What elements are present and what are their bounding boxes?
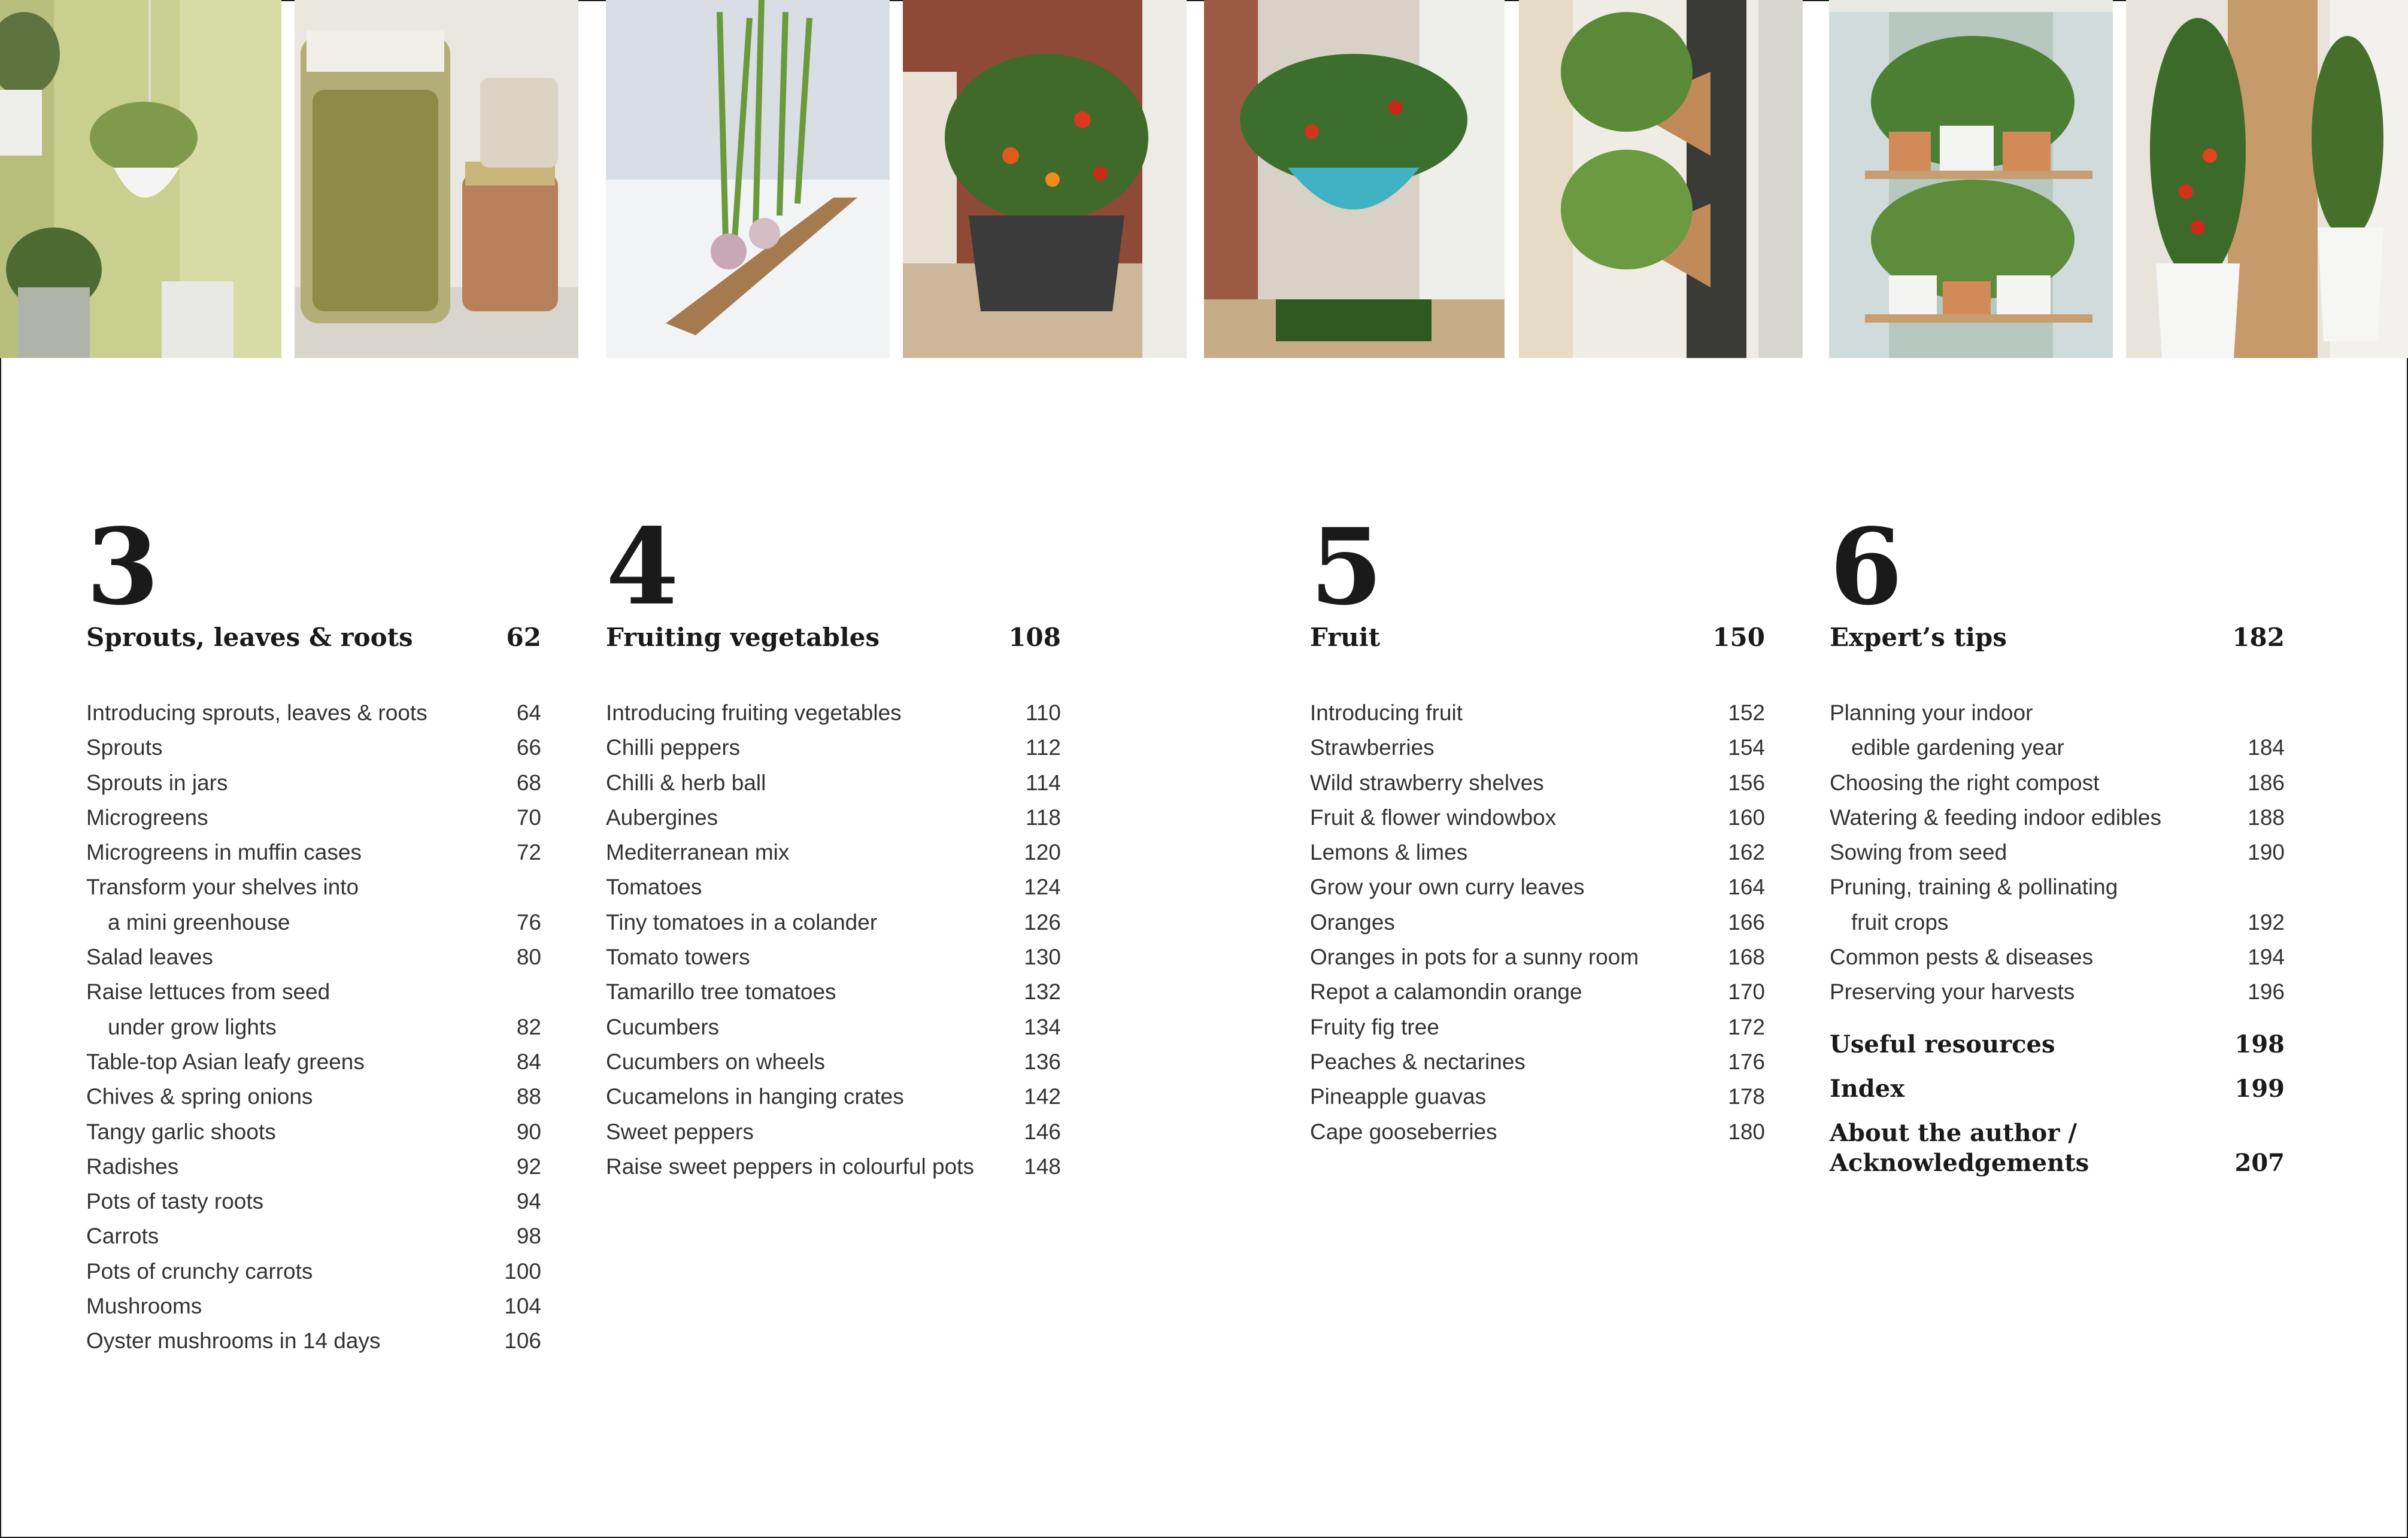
toc-entry[interactable]: Watering & feeding indoor edibles 188 bbox=[1830, 805, 2285, 830]
chapter-title-row[interactable] bbox=[1830, 623, 2285, 652]
toc-entry[interactable]: Oranges in pots for a sunny room 168 bbox=[1310, 945, 1765, 970]
toc-entry[interactable]: Carrots 98 bbox=[86, 1224, 541, 1249]
toc-entry[interactable]: Choosing the right compost 186 bbox=[1830, 770, 2285, 795]
toc-entry[interactable]: Microgreens 70 bbox=[86, 805, 541, 830]
toc-entry[interactable]: Fruity fig tree 172 bbox=[1310, 1014, 1765, 1039]
toc-entry[interactable]: Strawberries 154 bbox=[1310, 735, 1765, 760]
photo-sprout-jars bbox=[295, 0, 578, 358]
chapter-title: Fruit bbox=[1310, 623, 1381, 652]
toc-entry[interactable]: Radishes 92 bbox=[86, 1154, 541, 1179]
toc-entry[interactable]: Tomato towers 130 bbox=[606, 945, 1061, 970]
toc-entry[interactable]: Tamarillo tree tomatoes 132 bbox=[606, 979, 1061, 1005]
toc-entry[interactable]: Table-top Asian leafy greens 84 bbox=[86, 1049, 541, 1074]
chapter-page: 62 bbox=[506, 623, 541, 652]
toc-entry[interactable]: Tiny tomatoes in a colander 126 bbox=[606, 909, 1061, 935]
photo-pepper-pot bbox=[903, 0, 1187, 358]
chapter-page: 182 bbox=[2232, 623, 2285, 652]
toc-entry[interactable]: Mushrooms 104 bbox=[86, 1294, 541, 1319]
toc-entry[interactable]: Pots of tasty roots 94 bbox=[86, 1189, 541, 1214]
chapter-title-row[interactable] bbox=[606, 623, 1061, 652]
photo-wall-planters bbox=[1519, 0, 1803, 358]
toc-entry-continued[interactable]: a mini greenhouse 76 bbox=[108, 909, 541, 935]
toc-entry[interactable]: Tangy garlic shoots 90 bbox=[86, 1119, 541, 1144]
toc-entry[interactable]: Sweet peppers 146 bbox=[606, 1119, 1061, 1144]
toc-entry-about-author[interactable]: About the author / Acknowledgements 207 bbox=[1830, 1119, 2285, 1177]
photo-hanging-herbs bbox=[0, 0, 281, 358]
toc-entry[interactable]: Pineapple guavas 178 bbox=[1310, 1084, 1765, 1109]
chapter-5 bbox=[1310, 506, 1765, 1144]
toc-entry[interactable]: Introducing fruit 152 bbox=[1310, 700, 1765, 725]
photo-strawberry-shelves bbox=[1829, 0, 2113, 358]
chapter-page: 108 bbox=[1008, 623, 1061, 652]
chapter-number: 4 bbox=[606, 506, 679, 629]
toc-entry-index[interactable]: Index 199 bbox=[1830, 1075, 2285, 1103]
toc-entry-useful-resources[interactable]: Useful resources 198 bbox=[1830, 1030, 2285, 1058]
toc-entry-continued[interactable]: fruit crops 192 bbox=[1851, 909, 2285, 935]
chapter-title: Fruiting vegetables bbox=[606, 623, 880, 652]
toc-entry[interactable]: Sowing from seed 190 bbox=[1830, 840, 2285, 865]
toc-entry[interactable]: Sprouts in jars 68 bbox=[86, 770, 541, 795]
toc-entry[interactable]: Peaches & nectarines 176 bbox=[1310, 1049, 1765, 1074]
toc-entry[interactable]: Tomatoes 124 bbox=[606, 875, 1061, 900]
toc-entry[interactable]: Pruning, training & pollinating bbox=[1830, 875, 2118, 900]
toc-entry[interactable]: Preserving your harvests 196 bbox=[1830, 979, 2285, 1005]
toc-entry[interactable]: Sprouts 66 bbox=[86, 735, 541, 760]
toc-entry[interactable]: Fruit & flower windowbox 160 bbox=[1310, 805, 1765, 830]
back-matter bbox=[1830, 1030, 2285, 1178]
toc-entry[interactable]: Cucamelons in hanging crates 142 bbox=[606, 1084, 1061, 1109]
toc-entry[interactable]: Introducing sprouts, leaves & roots 64 bbox=[86, 700, 541, 725]
chapter-4 bbox=[606, 506, 1061, 1179]
toc-entry[interactable]: Oranges 166 bbox=[1310, 909, 1765, 935]
photo-strip bbox=[0, 0, 2408, 358]
chapter-entries bbox=[1830, 696, 2285, 1010]
chapter-title-row[interactable] bbox=[86, 623, 541, 652]
chapter-number: 5 bbox=[1310, 506, 1383, 629]
toc-entry[interactable]: Wild strawberry shelves 156 bbox=[1310, 770, 1765, 795]
chapter-title: Sprouts, leaves & roots bbox=[86, 623, 413, 652]
photo-tomato-towers bbox=[2126, 0, 2408, 358]
toc-entry[interactable]: Planning your indoor bbox=[1830, 700, 2033, 725]
chapter-3 bbox=[86, 506, 541, 1354]
toc-entry[interactable]: Lemons & limes 162 bbox=[1310, 840, 1765, 865]
toc-entry[interactable]: Repot a calamondin orange 170 bbox=[1310, 979, 1765, 1005]
chapter-page: 150 bbox=[1712, 623, 1765, 652]
toc-entry[interactable]: Introducing fruiting vegetables 110 bbox=[606, 700, 1061, 725]
chapter-6 bbox=[1830, 506, 2285, 1177]
toc-entry[interactable]: Grow your own curry leaves 164 bbox=[1310, 875, 1765, 900]
toc-entry[interactable]: Microgreens in muffin cases 72 bbox=[86, 840, 541, 865]
toc-entry[interactable]: Pots of crunchy carrots 100 bbox=[86, 1258, 541, 1284]
toc-entry[interactable]: Cape gooseberries 180 bbox=[1310, 1119, 1765, 1144]
toc-entry[interactable]: Aubergines 118 bbox=[606, 805, 1061, 830]
toc-entry[interactable]: Oyster mushrooms in 14 days 106 bbox=[86, 1328, 541, 1354]
chapter-number: 6 bbox=[1830, 506, 1903, 629]
chapter-entries bbox=[606, 696, 1061, 1184]
chapter-number: 3 bbox=[86, 506, 159, 629]
chapter-entries bbox=[86, 696, 541, 1359]
chapter-title: Expert’s tips bbox=[1830, 623, 2007, 652]
toc-entry[interactable]: Cucumbers on wheels 136 bbox=[606, 1049, 1061, 1074]
toc-entry[interactable]: Chives & spring onions 88 bbox=[86, 1084, 541, 1109]
toc-entry[interactable]: Cucumbers 134 bbox=[606, 1014, 1061, 1039]
photo-spring-onions bbox=[606, 0, 890, 358]
toc-entry[interactable]: Raise lettuces from seed bbox=[86, 979, 330, 1005]
chapter-title-row[interactable] bbox=[1310, 623, 1765, 652]
toc-entry[interactable]: Common pests & diseases 194 bbox=[1830, 945, 2285, 970]
toc-entry[interactable]: Chilli peppers 112 bbox=[606, 735, 1061, 760]
photo-hanging-colander bbox=[1204, 0, 1505, 358]
toc-entry-continued[interactable]: edible gardening year 184 bbox=[1851, 735, 2285, 760]
toc-entry[interactable]: Salad leaves 80 bbox=[86, 945, 541, 970]
toc-entry[interactable]: Transform your shelves into bbox=[86, 875, 359, 900]
chapter-entries bbox=[1310, 696, 1765, 1149]
toc-entry[interactable]: Chilli & herb ball 114 bbox=[606, 770, 1061, 795]
toc-entry[interactable]: Mediterranean mix 120 bbox=[606, 840, 1061, 865]
toc-entry-continued[interactable]: under grow lights 82 bbox=[108, 1014, 541, 1039]
toc-entry[interactable]: Raise sweet peppers in colourful pots 148 bbox=[606, 1154, 1061, 1179]
